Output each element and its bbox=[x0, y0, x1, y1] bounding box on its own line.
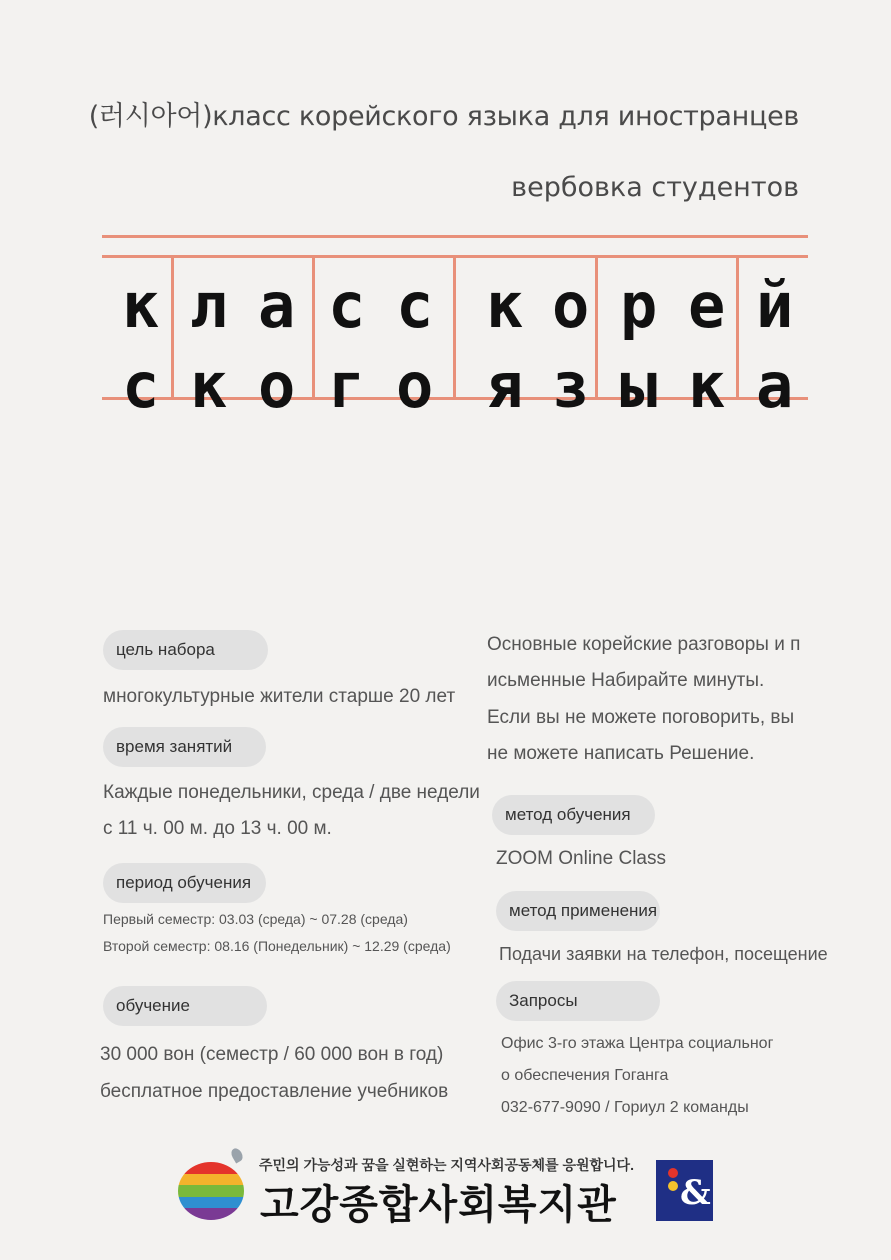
org-name: 고강종합사회복지관 bbox=[260, 1182, 617, 1228]
subtitle: (러시아어)класс корейского языка для иностранцев bbox=[88, 101, 799, 132]
banner-letter: й bbox=[756, 269, 794, 342]
banner-letter: я bbox=[486, 349, 524, 422]
method-text: ZOOM Online Class bbox=[496, 848, 666, 869]
banner-letter: е bbox=[688, 269, 726, 342]
period-line-1: Первый семестр: 03.03 (среда) ~ 07.28 (среда) bbox=[103, 911, 408, 927]
time-label: время занятий bbox=[103, 727, 266, 767]
contact-line-2: о обеспечения Гоганга bbox=[501, 1067, 669, 1084]
time-line-2: с 11 ч. 00 м. до 13 ч. 00 м. bbox=[103, 818, 332, 839]
fee-line-2: бесплатное предоставление учебников bbox=[100, 1081, 449, 1102]
banner-letter: г bbox=[328, 349, 366, 422]
banner-letter: л bbox=[190, 269, 228, 342]
banner-letter: а bbox=[258, 269, 296, 342]
banner-letter: к bbox=[688, 349, 726, 422]
org-tagline: 주민의 가능성과 꿈을 실현하는 지역사회공동체를 응원합니다. bbox=[259, 1157, 634, 1173]
banner-rule-top-1 bbox=[102, 235, 808, 238]
desc-line-3: Если вы не можете поговорить, вы bbox=[487, 707, 795, 728]
fee-label: обучение bbox=[103, 986, 267, 1026]
banner-letter: з bbox=[552, 349, 590, 422]
goal-label: цель набора bbox=[103, 630, 268, 670]
desc-line-4: не можете написать Решение. bbox=[487, 743, 755, 764]
org-emblem-icon: & bbox=[656, 1160, 713, 1221]
banner-divider bbox=[171, 257, 174, 400]
time-line-1: Каждые понедельники, среда / две недели bbox=[103, 782, 480, 803]
banner-letter: к bbox=[486, 269, 524, 342]
recruit-heading: вербовка студентов bbox=[511, 172, 799, 203]
banner-letter: а bbox=[756, 349, 794, 422]
fee-line-1: 30 000 вон (семестр / 60 000 вон в год) bbox=[100, 1044, 444, 1065]
method-label: метод обучения bbox=[492, 795, 655, 835]
contact-line-1: Офис 3-го этажа Центра социальног bbox=[501, 1035, 774, 1052]
banner-letter: к bbox=[122, 269, 160, 342]
banner-letter: с bbox=[396, 269, 434, 342]
banner-letter: о bbox=[552, 269, 590, 342]
desc-line-2: исьменные Набирайте минуты. bbox=[487, 670, 765, 691]
org-logo-icon bbox=[178, 1162, 244, 1220]
banner-letter: с bbox=[122, 349, 160, 422]
apply-label: метод применения bbox=[496, 891, 660, 931]
banner-letter: с bbox=[328, 269, 366, 342]
banner-letter: о bbox=[396, 349, 434, 422]
banner-divider bbox=[312, 257, 315, 400]
contact-label: Запросы bbox=[496, 981, 660, 1021]
banner-letter: р bbox=[620, 269, 658, 342]
period-line-2: Второй семестр: 08.16 (Понедельник) ~ 12.29 (среда) bbox=[103, 938, 451, 954]
banner-divider bbox=[453, 257, 456, 400]
contact-line-3: 032-677-9090 / Гориул 2 команды bbox=[501, 1099, 749, 1116]
apply-text: Подачи заявки на телефон, посещение bbox=[499, 944, 828, 964]
banner-letter: к bbox=[190, 349, 228, 422]
banner-divider bbox=[736, 257, 739, 400]
logo-drop-icon bbox=[229, 1146, 245, 1163]
period-label: период обучения bbox=[103, 863, 266, 903]
goal-text: многокультурные жители старше 20 лет bbox=[103, 686, 456, 707]
banner-letter: ы bbox=[620, 349, 658, 422]
banner-divider bbox=[595, 257, 598, 400]
banner-letter: о bbox=[258, 349, 296, 422]
desc-line-1: Основные корейские разговоры и п bbox=[487, 634, 801, 655]
